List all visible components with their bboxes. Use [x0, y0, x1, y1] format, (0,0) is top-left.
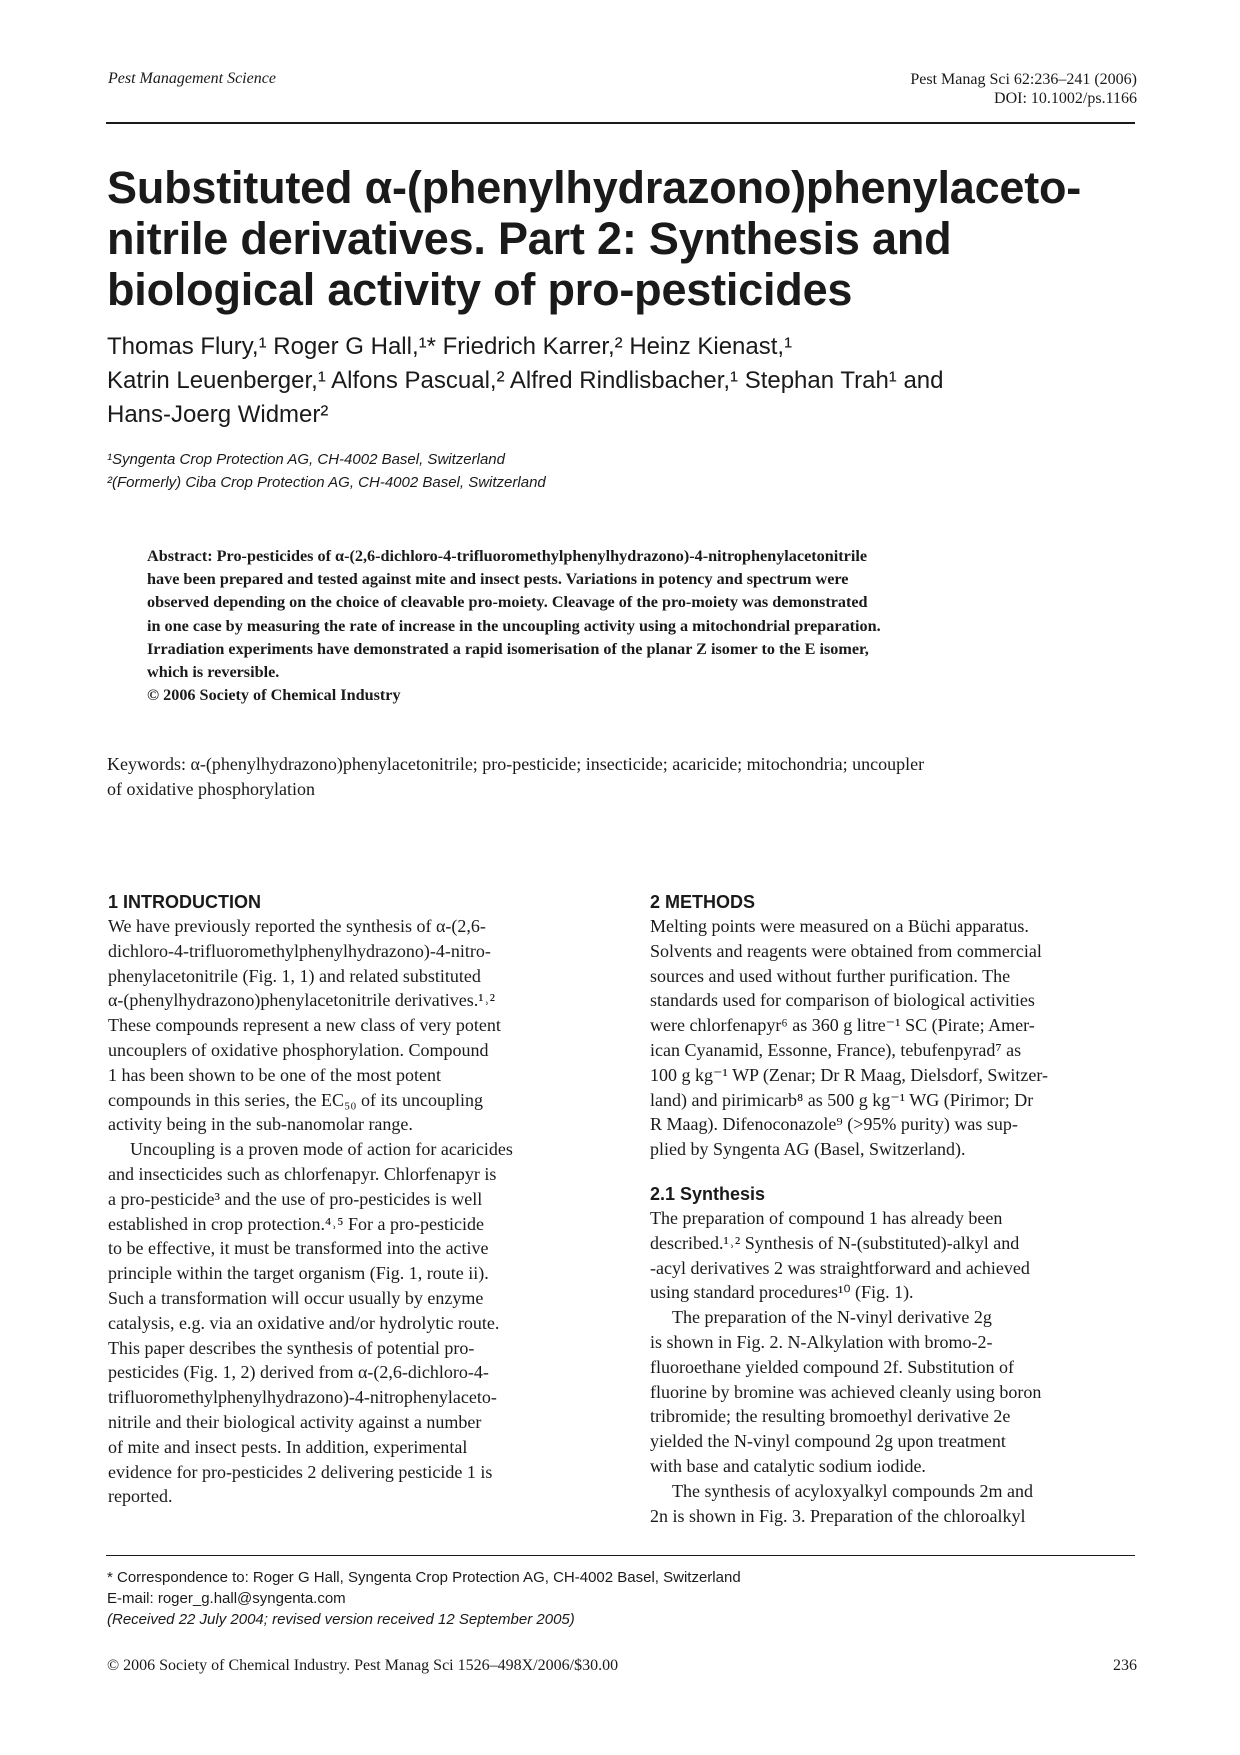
body-line: uncouplers of oxidative phosphorylation. Compound	[108, 1039, 489, 1060]
body-line: described.¹˒² Synthesis of N-(substituted)-alkyl and	[650, 1232, 1020, 1253]
body-line: The synthesis of acyloxyalkyl compounds 2m and	[672, 1480, 1033, 1501]
body-line: 2n is shown in Fig. 3. Preparation of the chloroalkyl	[650, 1505, 1026, 1526]
body-line: R Maag). Difenoconazole⁹ (>95% purity) was sup-	[650, 1114, 1018, 1135]
body-line: plied by Syngenta AG (Basel, Switzerland).	[650, 1139, 966, 1160]
body-line: -acyl derivatives 2 was straightforward and achieved	[650, 1257, 1030, 1278]
abstract-line: which is reversible.	[147, 663, 280, 682]
left-column	[108, 890, 603, 1509]
body-line: with base and catalytic sodium iodide.	[650, 1455, 926, 1476]
affiliation: ²(Formerly) Ciba Crop Protection AG, CH-4002 Basel, Switzerland	[107, 474, 546, 491]
abstract-line: in one case by measuring the rate of increase in the uncoupling activity using a mitochondrial preparation.	[147, 616, 881, 635]
footnotes	[107, 1567, 741, 1630]
article-title	[107, 162, 1147, 315]
citation: Pest Manag Sci 62:236–241 (2006)	[910, 71, 1137, 88]
doi: DOI: 10.1002/ps.1166	[994, 90, 1137, 107]
body-line: is shown in Fig. 2. N-Alkylation with bromo-2-	[650, 1331, 993, 1352]
affiliation: ¹Syngenta Crop Protection AG, CH-4002 Basel, Switzerland	[107, 451, 505, 468]
header-rule	[106, 122, 1135, 124]
body-line: fluoroethane yielded compound 2f. Substitution of	[650, 1356, 1014, 1377]
body-line: This paper describes the synthesis of potential pro-	[108, 1337, 475, 1358]
keywords-line: of oxidative phosphorylation	[107, 779, 315, 799]
body-line: trifluoromethylphenylhydrazono)-4-nitrophenylaceto-	[108, 1387, 497, 1408]
body-line: yielded the N-vinyl compound 2g upon treatment	[650, 1431, 1006, 1452]
body-line: ican Cyanamid, Essonne, France), tebufenpyrad⁷ as	[650, 1039, 1022, 1060]
body-line: principle within the target organism (Fig. 1, route ii).	[108, 1263, 489, 1284]
body-line: These compounds represent a new class of very potent	[108, 1015, 501, 1036]
body-line: We have previously reported the synthesis of α-(2,6-	[108, 916, 486, 936]
body-line: 100 g kg⁻¹ WP (Zenar; Dr R Maag, Dielsdorf, Switzer-	[650, 1064, 1048, 1085]
body-line: tribromide; the resulting bromoethyl derivative 2e	[650, 1406, 1011, 1427]
footer-copyright: © 2006 Society of Chemical Industry. Pest Manag Sci 1526–498X/2006/$30.00	[107, 1657, 619, 1674]
title-line: nitrile derivatives. Part 2: Synthesis and	[107, 213, 952, 264]
body-line: The preparation of the N-vinyl derivative 2g	[672, 1307, 992, 1328]
copyright-line: © 2006 Society of Chemical Industry	[147, 686, 401, 705]
body-line: compounds in this series, the EC₅₀ of its uncoupling	[108, 1089, 484, 1110]
body-line: dichloro-4-trifluoromethylphenylhydrazono)-4-nitro-	[108, 940, 491, 961]
abstract-line: have been prepared and tested against mite and insect pests. Variations in potency and spectrum were	[147, 570, 849, 589]
keywords	[107, 752, 1137, 802]
body-line: standards used for comparison of biological activities	[650, 990, 1035, 1011]
received-note: (Received 22 July 2004; revised version received 12 September 2005)	[107, 1611, 575, 1628]
body-line: 1 has been shown to be one of the most potent	[108, 1064, 441, 1085]
body-line: and insecticides such as chlorfenapyr. Chlorfenapyr is	[108, 1163, 497, 1184]
author-line: Katrin Leuenberger,¹ Alfons Pascual,² Alfred Rindlisbacher,¹ Stephan Trah¹ and	[107, 367, 944, 394]
abstract-line: observed depending on the choice of cleavable pro-moiety. Cleavage of the pro-moiety was demonstrated	[147, 593, 868, 612]
keywords-line: Keywords: α-(phenylhydrazono)phenylacetonitrile; pro-pesticide; insecticide; acaricide; mitochondria; uncoupler	[107, 754, 925, 774]
body-line: fluorine by bromine was achieved cleanly using boron	[650, 1381, 1042, 1402]
body-line: catalysis, e.g. via an oxidative and/or hydrolytic route.	[108, 1312, 500, 1333]
body-line: pesticides (Fig. 1, 2) derived from α-(2,6-dichloro-4-	[108, 1362, 489, 1383]
body-line: land) and pirimicarb⁸ as 500 g kg⁻¹ WG (Pirimor; Dr	[650, 1089, 1034, 1110]
title-line: Substituted α-(phenylhydrazono)phenylaceto-	[107, 162, 1082, 213]
body-line: activity being in the sub-nanomolar range.	[108, 1114, 413, 1135]
journal-name: Pest Management Science	[108, 70, 276, 87]
right-column	[650, 890, 1145, 1528]
body-line: Uncoupling is a proven mode of action for acaricides	[130, 1139, 513, 1160]
body-line: nitrile and their biological activity against a number	[108, 1411, 482, 1432]
body-line: to be effective, it must be transformed into the active	[108, 1238, 489, 1259]
body-line: reported.	[108, 1486, 173, 1507]
body-line: established in crop protection.⁴˒⁵ For a pro-pesticide	[108, 1213, 484, 1234]
abstract-line: Abstract: Pro-pesticides of α-(2,6-dichloro-4-trifluoromethylphenylhydrazono)-4-nitrophenylacetonitrile	[147, 547, 868, 565]
body-line: sources and used without further purification. The	[650, 965, 1011, 986]
body-line: a pro-pesticide³ and the use of pro-pesticides is well	[108, 1188, 483, 1209]
author-list	[107, 330, 1107, 432]
body-line: phenylacetonitrile (Fig. 1, 1) and related substituted	[108, 965, 481, 986]
page-number: 236	[1113, 1657, 1137, 1674]
body-line: were chlorfenapyr⁶ as 360 g litre⁻¹ SC (Pirate; Amer-	[650, 1015, 1035, 1036]
body-line: Such a transformation will occur usually by enzyme	[108, 1287, 484, 1308]
affiliations	[107, 448, 546, 494]
body-line: The preparation of compound 1 has already been	[650, 1207, 1003, 1228]
subsection-heading-synthesis: 2.1 Synthesis	[650, 1183, 766, 1204]
footnote-rule	[106, 1555, 1135, 1556]
body-line: Solvents and reagents were obtained from commercial	[650, 940, 1042, 961]
body-line: of mite and insect pests. In addition, experimental	[108, 1436, 468, 1457]
section-heading-introduction: 1 INTRODUCTION	[108, 892, 261, 912]
body-line: Melting points were measured on a Büchi apparatus.	[650, 916, 1029, 936]
body-line: α-(phenylhydrazono)phenylacetonitrile derivatives.¹˒²	[108, 990, 496, 1011]
section-heading-methods: 2 METHODS	[650, 892, 756, 912]
abstract	[147, 545, 1092, 707]
title-line: biological activity of pro-pesticides	[107, 264, 853, 315]
email-note: E-mail: roger_g.hall@syngenta.com	[107, 1590, 346, 1607]
author-line: Thomas Flury,¹ Roger G Hall,¹* Friedrich Karrer,² Heinz Kienast,¹	[107, 333, 793, 360]
correspondence-note: * Correspondence to: Roger G Hall, Syngenta Crop Protection AG, CH-4002 Basel, Switzerland	[107, 1569, 741, 1586]
body-line: using standard procedures¹⁰ (Fig. 1).	[650, 1282, 914, 1303]
body-line: evidence for pro-pesticides 2 delivering pesticide 1 is	[108, 1461, 493, 1482]
author-line: Hans-Joerg Widmer²	[107, 401, 329, 428]
citation-block	[910, 70, 1137, 108]
abstract-line: Irradiation experiments have demonstrated a rapid isomerisation of the planar Z isomer to the E isomer,	[147, 639, 869, 658]
